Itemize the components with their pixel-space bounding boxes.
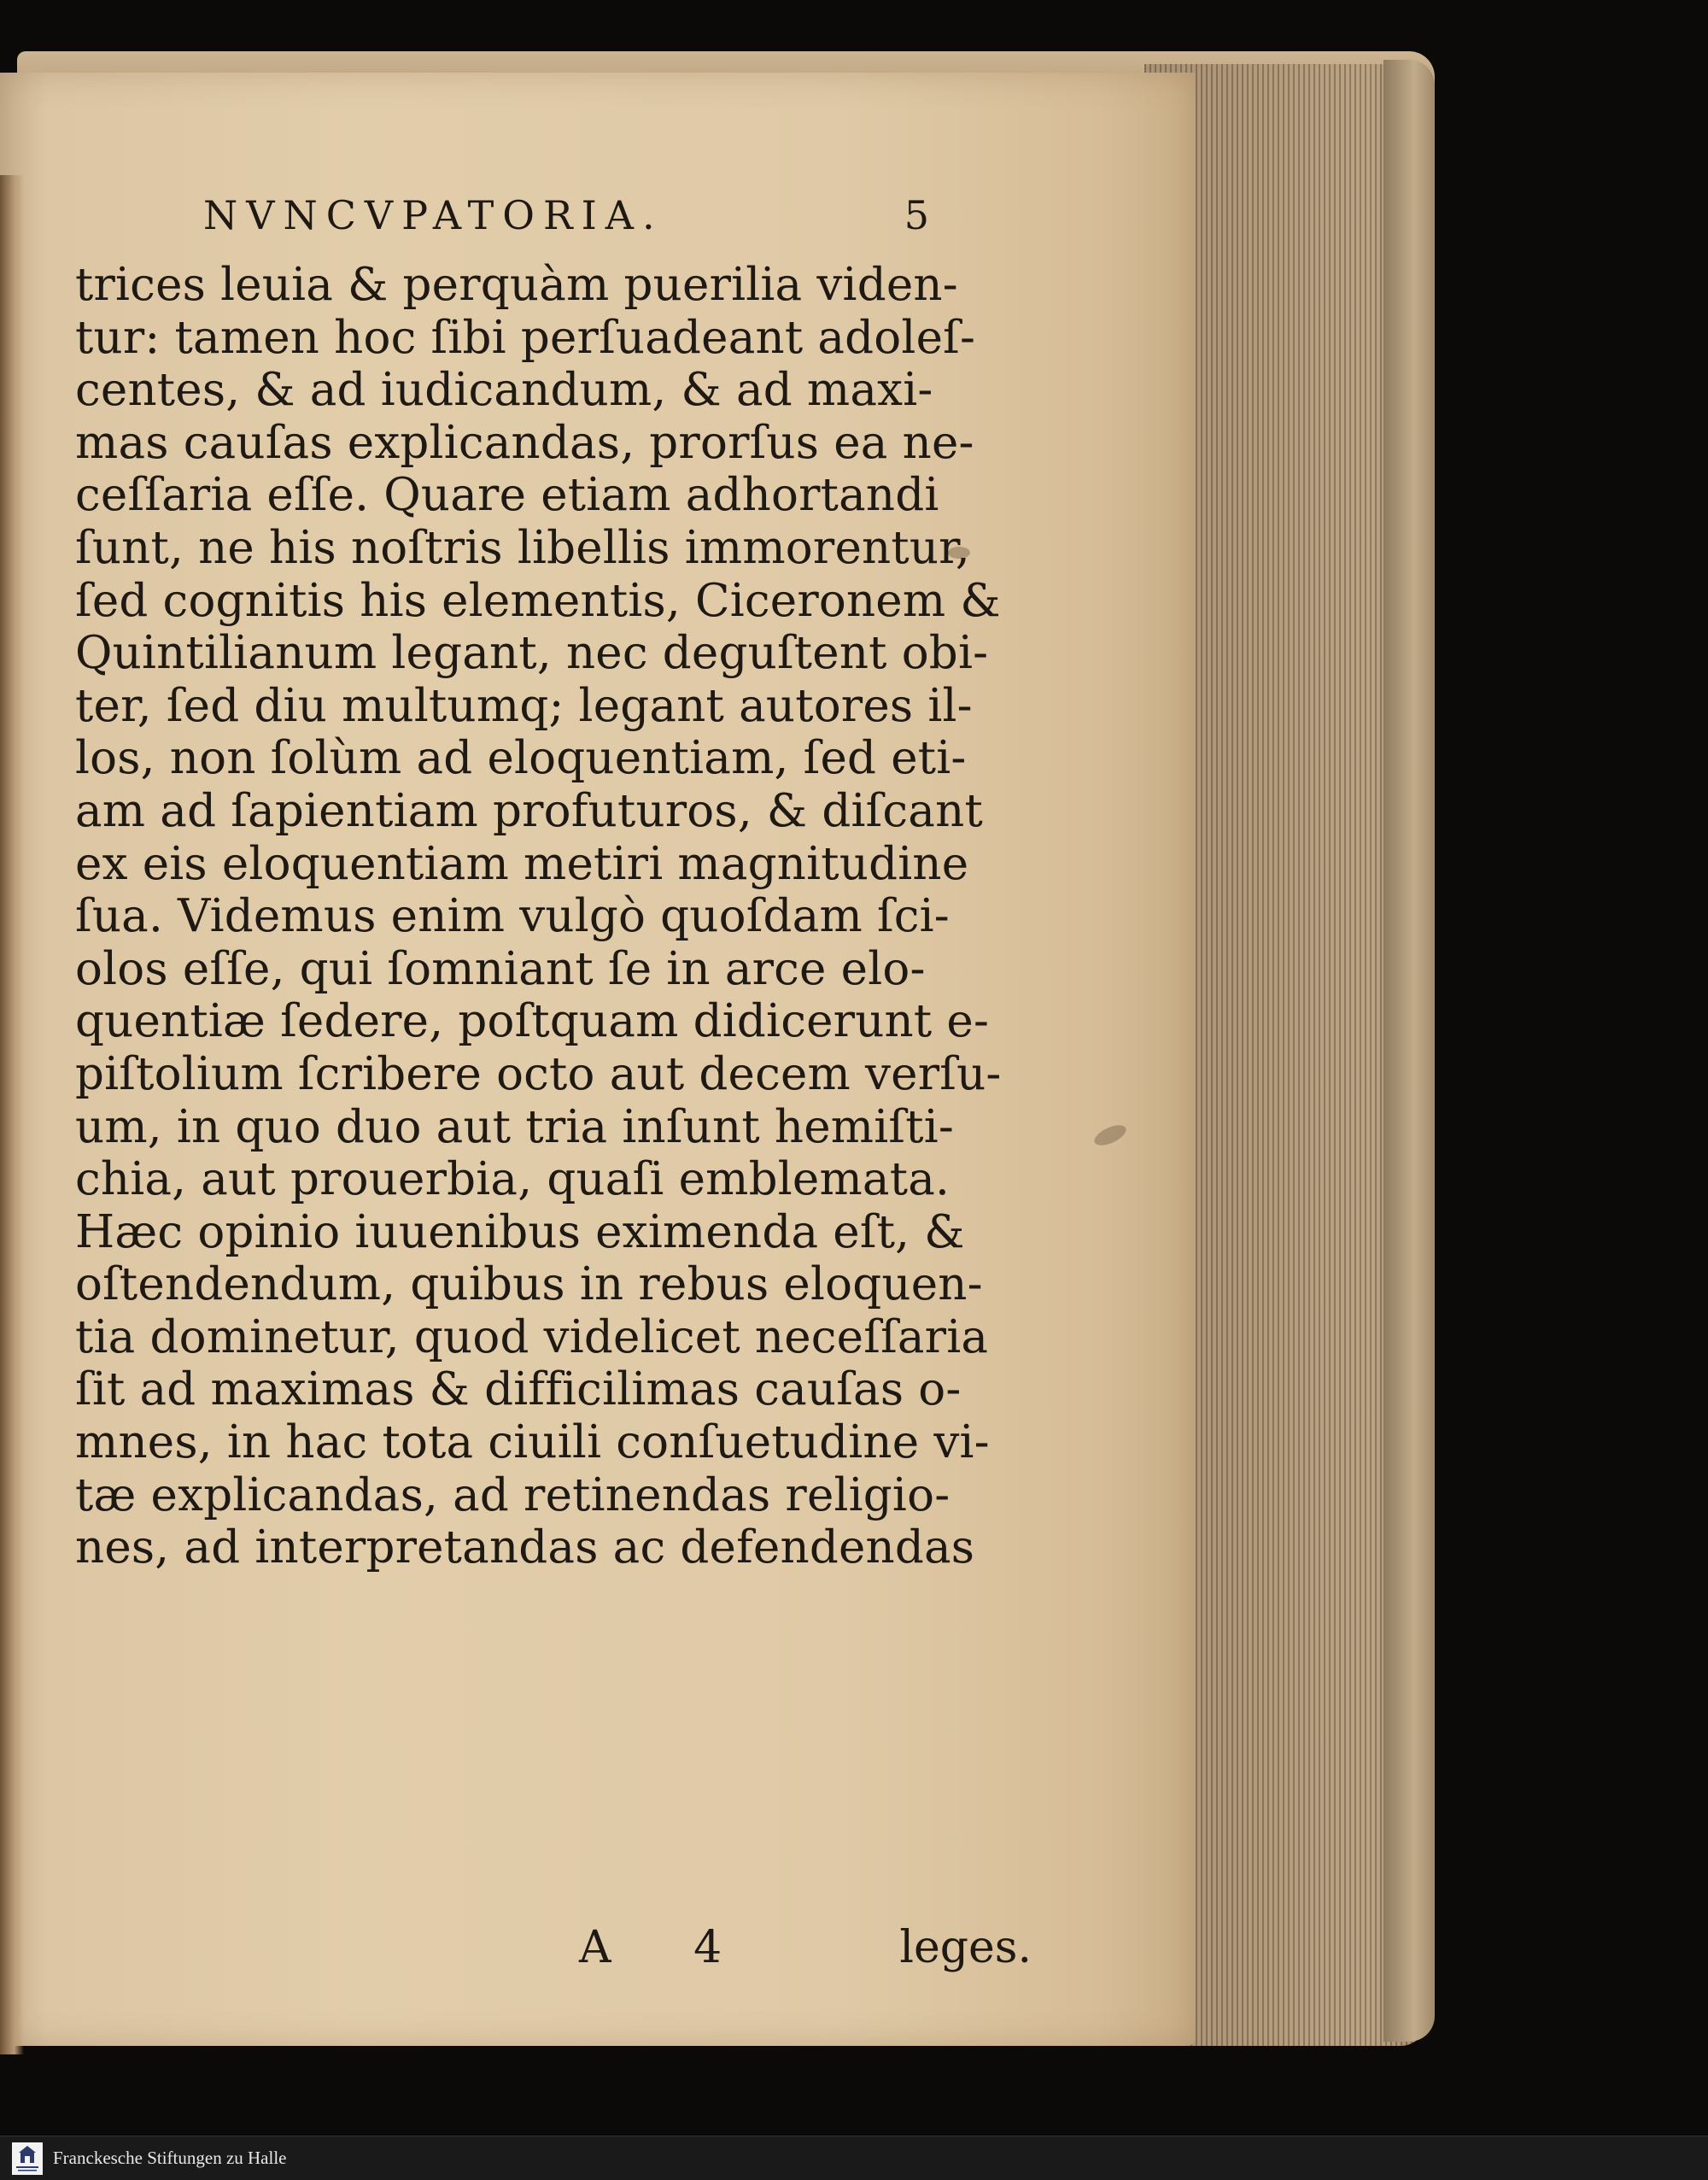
- signature-mark: A 4: [579, 1922, 757, 1973]
- page-gutter: [0, 175, 24, 2054]
- text-line: centes, & ad iudicandum, & ad maxi-: [75, 364, 933, 417]
- text-line: tæ explicandas, ad retinendas religio-: [75, 1468, 951, 1521]
- running-head-title: NVNCVPATORIA.: [203, 192, 664, 238]
- text-line: ceſſaria eſſe. Quare etiam adhortandi: [75, 469, 939, 522]
- book-cover-edge: [1383, 60, 1435, 2042]
- text-line: tur: tamen hoc ſibi perſuadeant adoleſ-: [75, 311, 976, 364]
- text-line: ter, ſed diu multumq; legant autores il-: [75, 679, 973, 732]
- institution-logo-icon: [12, 2142, 43, 2175]
- folio-number: 5: [904, 192, 938, 238]
- text-line: olos eſſe, qui ſomniant ſe in arce elo-: [75, 942, 926, 995]
- text-line: ex eis eloquentiam metiri magnitudine: [75, 837, 969, 890]
- text-line: ſed cognitis his elementis, Ciceronem &: [75, 574, 1001, 627]
- text-line: nes, ad interpretandas ac defendendas: [75, 1521, 975, 1574]
- text-line: mas cauſas explicandas, prorſus ea ne-: [75, 416, 974, 469]
- text-line: tia dominetur, quod videlicet neceſſaria: [75, 1310, 989, 1363]
- page-text-block: [75, 192, 1032, 1973]
- text-line: trices leuia & perquàm puerilia viden-: [75, 259, 958, 311]
- text-line: Hæc opinio iuuenibus eximenda eſt, &: [75, 1205, 965, 1258]
- text-line: chia, aut prouerbia, quaſi emblemata.: [75, 1153, 951, 1206]
- page-footer-line: [579, 1922, 1032, 1973]
- text-line: am ad ſapientiam profuturos, & diſcant: [75, 784, 983, 837]
- text-line: ſit ad maximas & difficilimas cauſas o-: [75, 1363, 962, 1416]
- catchword: leges.: [899, 1922, 1032, 1973]
- text-line: ſunt, ne his noſtris libellis immorentur,: [75, 521, 970, 574]
- running-head: [203, 192, 938, 259]
- text-line: Quintilianum legant, nec deguſtent obi-: [75, 627, 989, 680]
- text-line: oſtendendum, quibus in rebus eloquen-: [75, 1258, 983, 1311]
- text-line: ſua. Videmus enim vulgò quoſdam ſci-: [75, 890, 950, 943]
- text-line: mnes, in hac tota ciuili conſuetudine vi-: [75, 1416, 990, 1469]
- provenance-credit: Franckesche Stiftungen zu Halle: [53, 2148, 287, 2168]
- text-line: um, in quo duo aut tria inſunt hemiſti-: [75, 1100, 954, 1153]
- text-line: quentiæ ſedere, poſtquam didicerunt e-: [75, 995, 990, 1048]
- text-line: los, non ſolùm ad eloquentiam, ſed eti-: [75, 732, 967, 785]
- text-line: piſtolium ſcribere octo aut decem verſu-: [75, 1047, 1002, 1100]
- provenance-bar: [0, 2136, 1708, 2180]
